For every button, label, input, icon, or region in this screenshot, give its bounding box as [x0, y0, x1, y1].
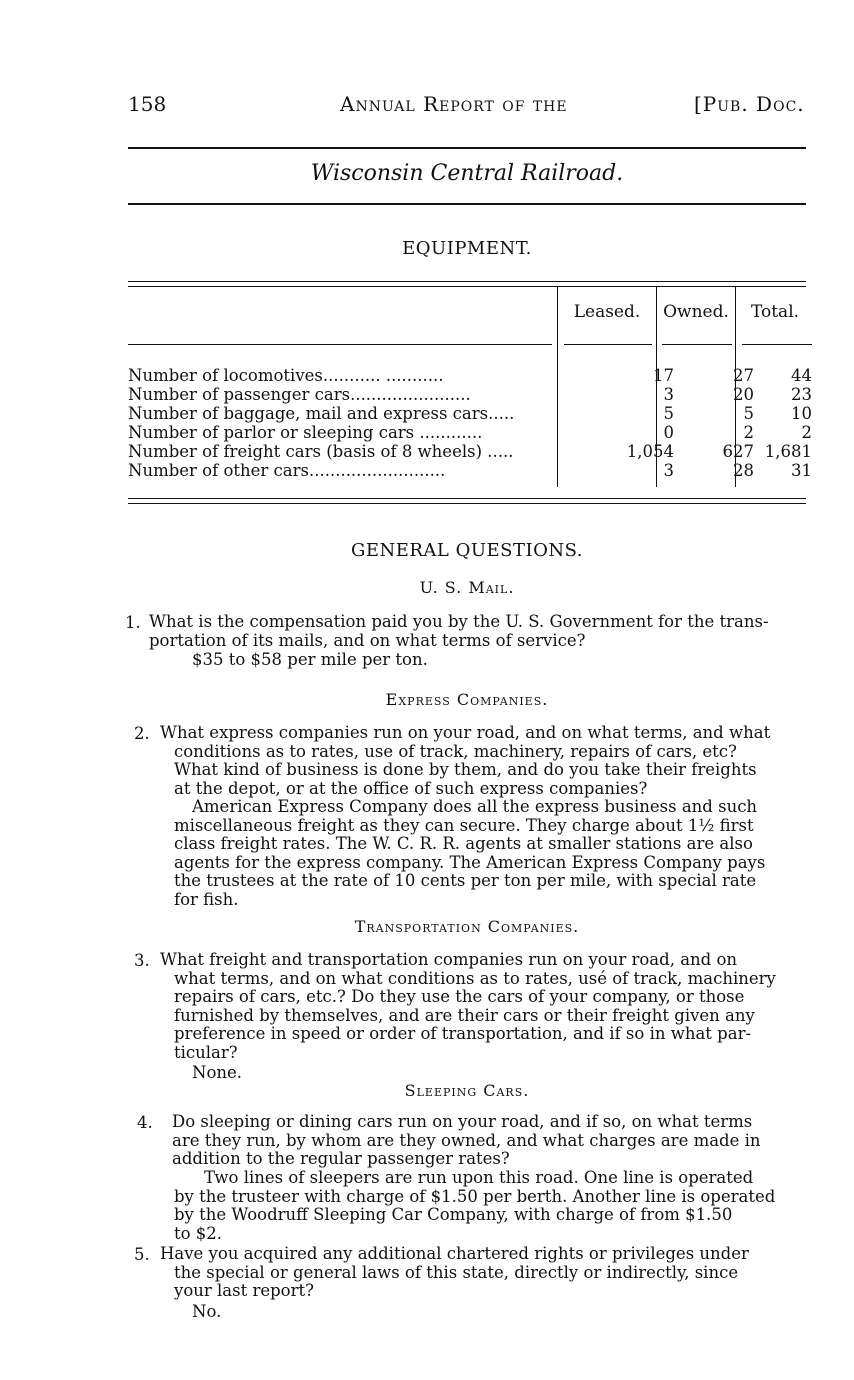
- answer-4: [174, 1169, 812, 1243]
- header-underline: [662, 344, 732, 345]
- railroad-title: Wisconsin Central Railroad.: [310, 161, 624, 186]
- question-line: What kind of business is done by them, and do you take their freights: [174, 760, 757, 780]
- header-underline: [128, 344, 552, 345]
- question-line: repairs of cars, etc.? Do they use the cars of your company, or those: [174, 987, 745, 1007]
- row-label: Number of locomotives........... ...........: [128, 366, 444, 385]
- owned-value: 20: [733, 385, 754, 404]
- equipment-heading: EQUIPMENT.: [402, 238, 532, 259]
- question-line: the special or general laws of this state, directly or indirectly, since: [174, 1262, 739, 1282]
- title-rule: [128, 203, 806, 205]
- publication-label: [Pub. Doc.: [694, 92, 805, 116]
- question-3: [160, 951, 811, 1063]
- answer-line: by the trusteer with charge of $1.50 per berth. Another line is operated: [174, 1186, 776, 1206]
- table-top-rule-2: [128, 286, 806, 287]
- section-heading-mail: U. S. Mail.: [419, 578, 515, 597]
- table-top-rule: [128, 281, 806, 282]
- leased-value: 1,054: [626, 442, 674, 461]
- total-value: 31: [791, 461, 812, 480]
- question-line: ticular?: [174, 1042, 238, 1062]
- total-value: 44: [791, 366, 812, 385]
- answer-5: No.: [192, 1302, 222, 1321]
- question-line: What freight and transportation companies run on your road, and on: [160, 950, 738, 969]
- question-1: [149, 613, 810, 650]
- answer-line: American Express Company does all the express business and such: [192, 797, 758, 816]
- question-4: [172, 1113, 812, 1169]
- header-rule: [128, 147, 806, 149]
- leased-value: 0: [663, 423, 674, 442]
- total-value: 10: [791, 404, 812, 423]
- answer-line: for fish.: [174, 889, 239, 909]
- running-title: Annual Report of the: [340, 92, 568, 116]
- answer-line: miscellaneous freight as they can secure. They charge about 1½ first: [174, 815, 754, 835]
- answer-line: Two lines of sleepers are run upon this road. One line is operated: [204, 1168, 754, 1187]
- answer-line: to $2.: [174, 1223, 223, 1243]
- owned-value: 27: [733, 366, 754, 385]
- question-line: are they run, by whom are they owned, and what charges are made in: [172, 1130, 761, 1150]
- question-line: Have you acquired any additional chartered rights or privileges under: [160, 1244, 749, 1263]
- question-2: [160, 724, 811, 798]
- question-line: addition to the regular passenger rates?: [172, 1149, 510, 1169]
- question-number: 3.: [134, 951, 150, 970]
- total-value: 1,681: [764, 442, 812, 461]
- general-questions-heading: GENERAL QUESTIONS.: [350, 540, 584, 561]
- row-label: Number of parlor or sleeping cars ............: [128, 423, 483, 442]
- owned-value: 28: [733, 461, 754, 480]
- row-label: Number of baggage, mail and express cars.....: [128, 404, 515, 423]
- row-label: Number of freight cars (basis of 8 wheels) .....: [128, 442, 514, 461]
- question-5: [160, 1245, 811, 1301]
- table-bottom-rule-2: [128, 503, 806, 504]
- question-line: preference in speed or order of transportation, and if so in what par-: [174, 1024, 752, 1044]
- question-line: portation of its mails, and on what terms of service?: [149, 630, 586, 650]
- question-number: 4.: [137, 1113, 153, 1132]
- question-line: Do sleeping or dining cars run on your road, and if so, on what terms: [172, 1112, 753, 1131]
- leased-value: 5: [663, 404, 674, 423]
- leased-value: 3: [663, 461, 674, 480]
- col-header-owned: Owned.: [663, 302, 729, 322]
- answer-line: class freight rates. The W. C. R. R. agents at smaller stations are also: [174, 834, 753, 854]
- question-line: your last report?: [174, 1281, 314, 1301]
- answer-line: agents for the express company. The American Express Company pays: [174, 852, 766, 872]
- section-heading-express: Express Companies.: [385, 690, 549, 709]
- header-underline: [564, 344, 652, 345]
- answer-line: by the Woodruff Sleeping Car Company, with charge of from $1.50: [174, 1205, 733, 1225]
- leased-value: 17: [653, 366, 674, 385]
- question-line: furnished by themselves, and are their cars or their freight given any: [174, 1005, 755, 1025]
- question-number: 1.: [125, 613, 141, 632]
- page-number: 158: [128, 92, 167, 116]
- answer-2: [174, 798, 811, 910]
- answer-3: None.: [192, 1063, 243, 1082]
- owned-value: 5: [743, 404, 754, 423]
- col-header-leased: Leased.: [573, 302, 641, 322]
- owned-value: 627: [722, 442, 754, 461]
- row-label: Number of passenger cars.......................: [128, 385, 471, 404]
- answer-line: the trustees at the rate of 10 cents per ton per mile, with special rate: [174, 871, 757, 891]
- row-label: Number of other cars..........................: [128, 461, 446, 480]
- question-number: 2.: [134, 724, 150, 743]
- question-line: What is the compensation paid you by the U. S. Government for the trans-: [149, 612, 769, 631]
- total-value: 2: [801, 423, 812, 442]
- question-line: at the depot, or at the office of such express companies?: [174, 778, 648, 798]
- section-heading-sleeping: Sleeping Cars.: [404, 1081, 530, 1100]
- question-number: 5.: [134, 1245, 150, 1264]
- question-line: what terms, and on what conditions as to rates, usé of track, machinery: [174, 968, 776, 988]
- table-bottom-rule: [128, 498, 806, 499]
- question-line: What express companies run on your road, and on what terms, and what: [160, 723, 771, 742]
- question-line: conditions as to rates, use of track, machinery, repairs of cars, etc?: [174, 741, 737, 761]
- col-header-total: Total.: [750, 302, 800, 322]
- answer-1: $35 to $58 per mile per ton.: [192, 650, 428, 669]
- header-underline: [742, 344, 812, 345]
- leased-value: 3: [663, 385, 674, 404]
- owned-value: 2: [743, 423, 754, 442]
- section-heading-transportation: Transportation Companies.: [354, 917, 580, 936]
- total-value: 23: [791, 385, 812, 404]
